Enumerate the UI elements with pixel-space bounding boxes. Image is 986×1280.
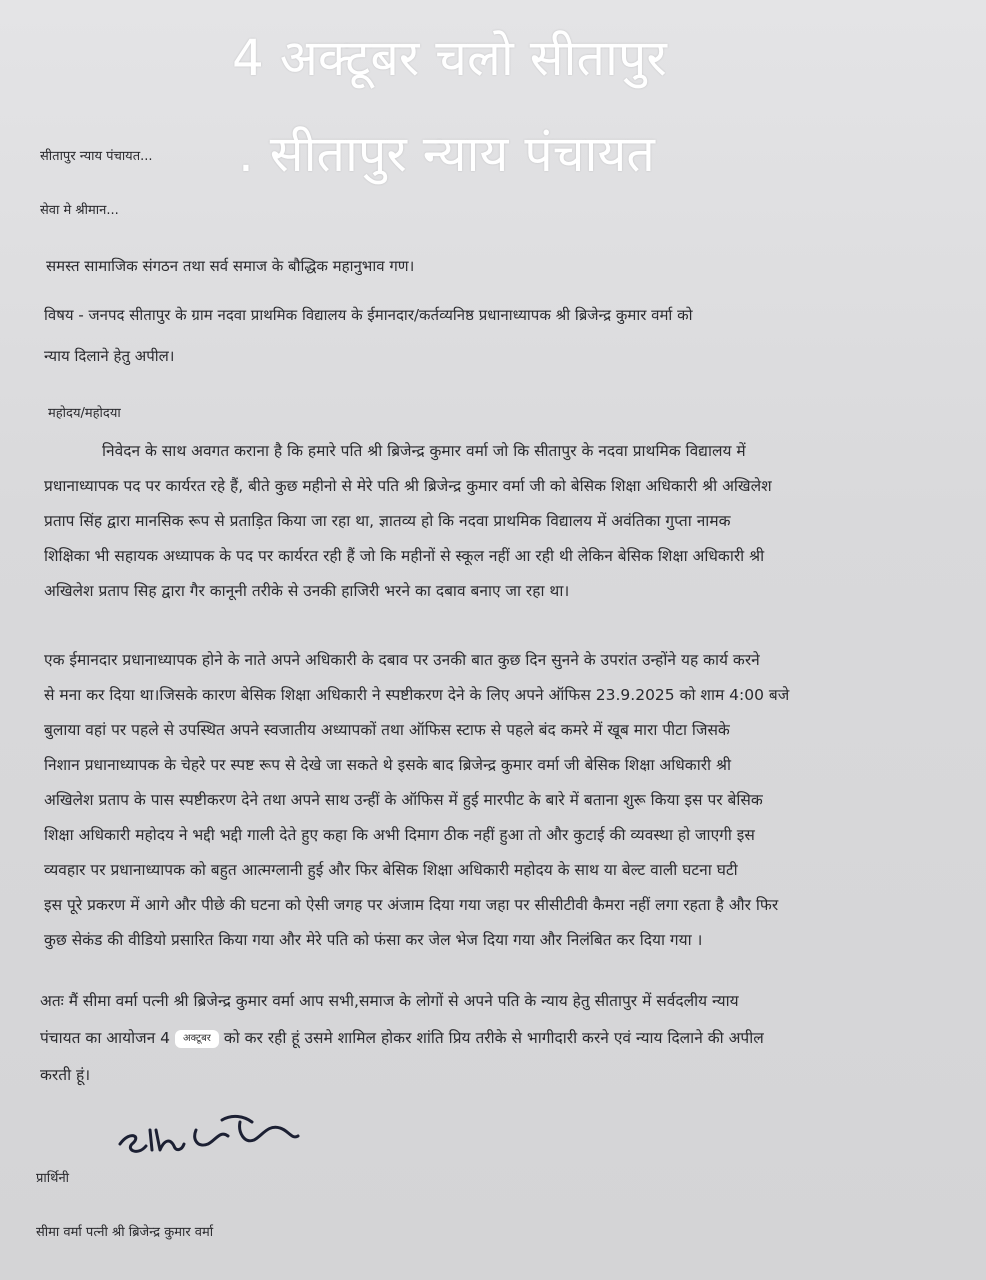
letter-to: सेवा मे श्रीमान... bbox=[40, 203, 119, 218]
paragraph-line: अखिलेश प्रताप सिह द्वारा गैर कानूनी तरीके से उनकी हाजिरी भरने का दबाव बनाए जा रहा था। bbox=[44, 582, 570, 600]
paragraph-line: बुलाया वहां पर पहले से उपस्थित अपने स्वजातीय अध्यापकों तथा ऑफिस स्टाफ से पहले बंद कमरे में खूब मारा पीटा जिसके bbox=[44, 721, 730, 739]
paragraph-line: व्यवहार पर प्रधानाध्यापक को बहुत आत्मग्लानी हुई और फिर बेसिक शिक्षा अधिकारी महोदय के साथ या बेल्ट वाली घटना घटी bbox=[44, 861, 738, 879]
letter-signer: सीमा वर्मा पत्नी श्री ब्रिजेन्द्र कुमार वर्मा bbox=[36, 1225, 214, 1240]
paragraph-line: करती हूं। bbox=[40, 1066, 91, 1084]
paragraph-line: से मना कर दिया था।जिसके कारण बेसिक शिक्षा अधिकारी ने स्पष्टीकरण देने के लिए अपने ऑफिस 23.9.2025 को शाम 4:00 बजे bbox=[44, 686, 790, 704]
paragraph-text: को कर रही हूं उसमे शामिल होकर शांति प्रिय तरीके से भागीदारी करने एवं न्याय दिलाने की अपील bbox=[223, 1029, 764, 1047]
letter-subject-line-1: विषय - जनपद सीतापुर के ग्राम नदवा प्राथमिक विद्यालय के ईमानदार/कर्तव्यनिष्ठ प्रधानाध्यापक श्री ब्रिजेन्द्र कुमार वर्मा को bbox=[44, 306, 693, 324]
paragraph-line: प्रधानाध्यापक पद पर कार्यरत रहे हैं, बीते कुछ महीनो से मेरे पति श्री ब्रिजेन्द्र कुमार वर्मा जी को बेसिक शिक्षा अधिकारी श्री अखिलेश bbox=[44, 477, 772, 495]
paragraph-line: अतः मैं सीमा वर्मा पत्नी श्री ब्रिजेन्द्र कुमार वर्मा आप सभी,समाज के लोगों से अपने पति के न्याय हेतु सीतापुर में सर्वदलीय न्याय bbox=[40, 992, 739, 1010]
paragraph-line bbox=[40, 1020, 960, 1057]
paragraph-line: निशान प्रधानाध्यापक के चेहरे पर स्पष्ट रूप से देखे जा सकते थे इसके बाद ब्रिजेन्द्र कुमार वर्मा जी बेसिक शिक्षा अधिकारी श्री bbox=[44, 756, 731, 774]
paragraph-line: अखिलेश प्रताप के पास स्पष्टीकरण देने तथा अपने साथ उन्हीं के ऑफिस में हुई मारपीट के बारे में बताना शुरू किया इस पर बेसिक bbox=[44, 791, 763, 809]
paragraph-2 bbox=[44, 643, 964, 958]
letter-audience: समस्त सामाजिक संगठन तथा सर्व समाज के बौद्धिक महानुभाव गण। bbox=[46, 257, 415, 275]
handwritten-signature bbox=[112, 1100, 312, 1170]
paragraph-line: एक ईमानदार प्रधानाध्यापक होने के नाते अपने अधिकारी के दबाव पर उनकी बात कुछ दिन सुनने के उपरांत उन्होंने यह कार्य करने bbox=[44, 651, 760, 669]
paragraph-line: निवेदन के साथ अवगत कराना है कि हमारे पति श्री ब्रिजेन्द्र कुमार वर्मा जो कि सीतापुर के नदवा प्राथमिक विद्यालय में bbox=[102, 442, 746, 460]
paragraph-line: प्रताप सिंह द्वारा मानसिक रूप से प्रताड़ित किया जा रहा था, ज्ञातव्य हो कि नदवा प्राथमिक विद्यालय में अवंतिका गुप्ता नामक bbox=[44, 512, 731, 530]
paragraph-1 bbox=[44, 434, 964, 609]
overlay-headline-2: . सीतापुर न्याय पंचायत bbox=[238, 125, 655, 183]
paragraph-line: शिक्षिका भी सहायक अध्यापक के पद पर कार्यरत रही हैं जो कि महीनों से स्कूल नहीं आ रही थी लेकिन बेसिक शिक्षा अधिकारी श्री bbox=[44, 547, 765, 565]
paragraph-3 bbox=[40, 983, 960, 1094]
paragraph-line: शिक्षा अधिकारी महोदय ने भद्दी भद्दी गाली देते हुए कहा कि अभी दिमाग ठीक नहीं हुआ तो और कुटाई की व्यवस्था हो जाएगी इस bbox=[44, 826, 755, 844]
paragraph-text: पंचायत का आयोजन 4 bbox=[40, 1029, 170, 1047]
date-chip: अक्टूबर bbox=[175, 1030, 219, 1048]
letter-salutation: महोदय/महोदया bbox=[48, 406, 121, 421]
letter-from: सीतापुर न्याय पंचायत... bbox=[40, 149, 153, 164]
paragraph-line: इस पूरे प्रकरण में आगे और पीछे की घटना को ऐसी जगह पर अंजाम दिया गया जहा पर सीसीटीवी कैमरा नहीं लगा रहता है और फिर bbox=[44, 896, 779, 914]
letter-subject-line-2: न्याय दिलाने हेतु अपील। bbox=[44, 347, 175, 365]
letter-closing: प्रार्थिनी bbox=[36, 1171, 70, 1186]
paragraph-line: कुछ सेकंड की वीडियो प्रसारित किया गया और मेरे पति को फंसा कर जेल भेज दिया गया और निलंबित कर दिया गया । bbox=[44, 931, 703, 949]
overlay-headline-1: 4 अक्टूबर चलो सीतापुर bbox=[232, 29, 667, 87]
